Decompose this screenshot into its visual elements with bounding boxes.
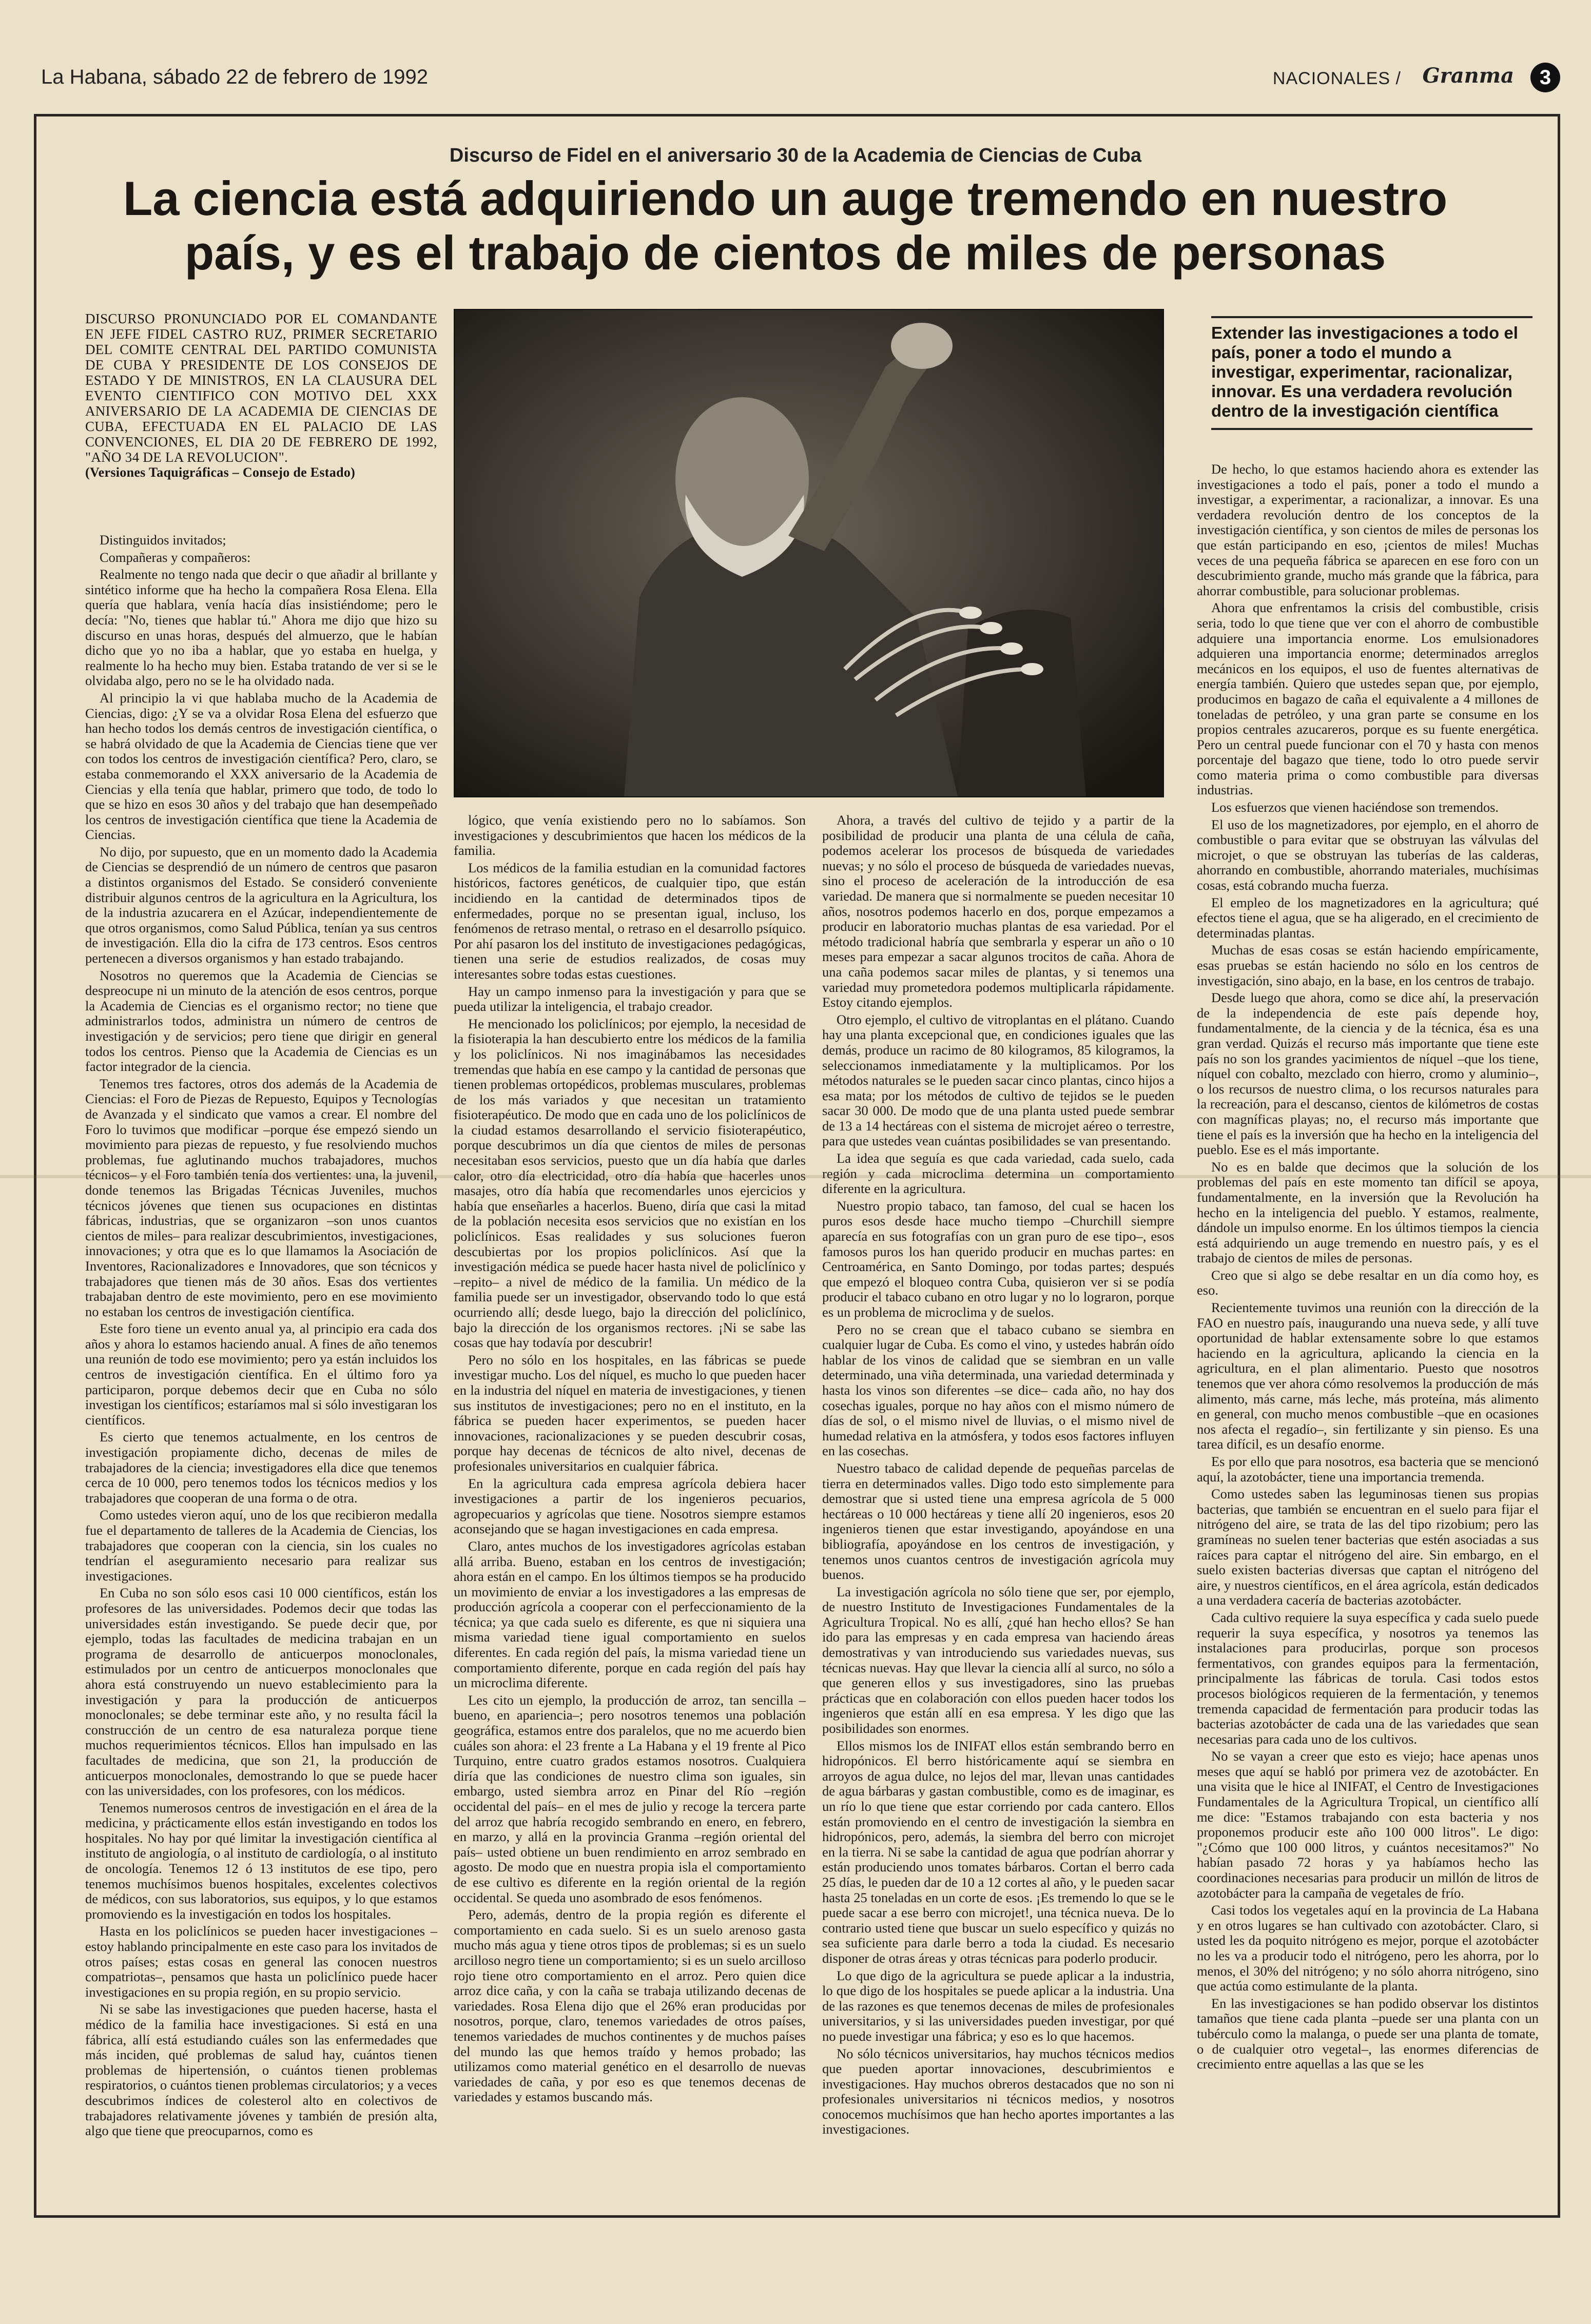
column-2: [454, 813, 806, 2107]
col3-paragraph: Pero no se crean que el tabaco cubano se siembra en cualquier lugar de Cuba. Es como el vino, y ustedes habrán oído hablar de los vinos de calidad que se siembran en un valle determinado, una viña determinada, una variedad determinada y hasta los vinos son diferentes –se dice– cada año, no hay dos cosechas iguales, porque no hay años con el mismo número de días de sol, o el mismo nivel de lluvias, o el mismo nivel de humedad relativa en la atmósfera, y todos esos factores influyen en las cosechas.: [822, 1321, 1174, 1459]
article-kicker: Discurso de Fidel en el aniversario 30 de la Academia de Ciencias de Cuba: [449, 145, 1142, 166]
col4-paragraph: En las investigaciones se han podido observar los distintos tamaños que tiene cada planta –puede ser una planta con un tubérculo como la malanga, o puede ser una planta de tomate, o de cualquier otro vegetal–, las enormes diferencias de crecimiento entre aquellas a las que se les: [1197, 1995, 1539, 2072]
col2-paragraph: Hay un campo inmenso para la investigación y para que se pueda utilizar la inteligencia, el trabajo creador.: [454, 983, 806, 1014]
col4-paragraph: No se vayan a creer que esto es viejo; hace apenas unos meses que aquí se habló por primera vez de azotobácter. En una visita que le hice al INIFAT, el Centro de Investigaciones Fundamentales de la Agricultura Tropical, un científico allí me dice: "Estamos trabajando con esta bacteria y nos proponemos producir este año 100 000 litros". Le digo: "¿Cómo que 100 000 litros, y cuántos necesitamos?" No habían pasado 72 horas y ya habíamos hecho las coordinaciones necesarias para producir un millón de litros de azotobácter para la campaña de vegetales de frío.: [1197, 1748, 1539, 1901]
col1-paragraph: Este foro tiene un evento anual ya, al principio era cada dos años y ahora lo estamos haciendo anual. A fines de año tenemos una reunión de todo ese movimiento; pero ya están incluidos los centros de investigación científica. En el último foro ya participaron, porque debemos decir que en Cuba no sólo investigan los científicos; estaríamos mal si sólo investigaran los científicos.: [85, 1321, 437, 1428]
headline-line-2: país, y es el trabajo de cientos de miles de personas: [184, 226, 1386, 280]
col2-paragraph: Los médicos de la familia estudian en la comunidad factores históricos, factores genéticos, de cualquier tipo, que están incidiendo en la cantidad de determinados tipos de enfermedades, porque no se presentan igual, incluso, los fenómenos de retraso mental, o retraso en el desarrollo psíquico. Por ahí pasaron los del instituto de investigaciones pedagógicas, tienen una serie de estudios realizados, de cosas muy interesantes sobre todas estas cuestiones.: [454, 860, 806, 982]
col3-paragraph: La investigación agrícola no sólo tiene que ser, por ejemplo, de nuestro Instituto de Investigaciones Fundamentales de la Agricultura Tropical. No es allí, ¿qué han hecho ellos? Se han ido para las empresas y en cada empresa van haciendo áreas demostrativas y van introduciendo sus variedades nuevas, sus técnicas nuevas. Hay que llevar la ciencia allí al surco, no sólo a que generen ellos y sus investigadores, sino las pruebas prácticas que en colaboración con ellos pueden hacer todos los ingenieros que están allí en esa empresa. Y les digo que las posibilidades son enormes.: [822, 1584, 1174, 1736]
col4-paragraph: El empleo de los magnetizadores en la agricultura; qué efectos tiene el agua, que se ha aligerado, en el crecimiento de determinadas plantas.: [1197, 894, 1539, 941]
col4-paragraph: De hecho, lo que estamos haciendo ahora es extender las investigaciones a todo el país, poner a todo el mundo a investigar, a experimentar, a racionalizar, a innovar. Es una verdadera revolución dentro de los conceptos de la investigación científica, y son cientos de miles de personas los que están participando en eso, ¡cientos de miles! Muchas veces de una pequeña fábrica se aparecen en ese foro con un descubrimiento grande, mucho más grande que la fábrica, para ahorrar combustible, para solucionar problemas.: [1197, 461, 1539, 598]
col2-paragraph: Claro, antes muchos de los investigadores agrícolas estaban allá arriba. Bueno, estaban en los centros de investigación; ahora están en el campo. En los últimos tiempos se ha producido un movimiento de enviar a los investigadores a las empresas de producción agrícola a cooperar con el perfeccionamiento de la técnica; ya que cada suelo es diferente, es que ni siquiera una misma variedad tiene igual comportamiento en suelos diferentes. En cada región del país, la misma variedad tiene un comportamiento diferente, porque en cada región del país hay un microclima diferente.: [454, 1538, 806, 1691]
col4-paragraph: Casi todos los vegetales aquí en la provincia de La Habana y en otros lugares se han cultivado con azotobácter. Claro, si usted les da poquito nitrógeno es mejor, porque el azotobácter no les va a producir todo el nitrógeno, pero les ahorra, por lo menos, el 30% del nitrógeno; y no sólo ahorra nitrógeno, sino que actúa como estimulante de la planta.: [1197, 1902, 1539, 1994]
col4-paragraph: Muchas de esas cosas se están haciendo empíricamente, esas pruebas se están haciendo no sólo en los centros de investigación, sino abajo, en la base, en los centros de trabajo.: [1197, 942, 1539, 988]
col2-paragraph: Pero, además, dentro de la propia región es diferente el comportamiento en cada suelo. Si es un suelo arenoso gasta mucho más agua y tiene otros tipos de problemas; si es un suelo arcilloso negro tiene un comportamiento; si es un suelo arcilloso rojo tiene otro comportamiento en el arroz. Pero quien dice arroz dice caña, y con la caña se trabaja utilizando decenas de variedades. Rosa Elena dijo que el 26% eran producidas por nosotros, porque, claro, tenemos variedades de otros países, tenemos variedades de muchos continentes y de muchos países del mundo las que hemos traído y hemos probado; las utilizamos como material genético en el desarrollo de nuevas variedades de caña, y por eso es que tenemos decenas de variedades y estamos buscando más.: [454, 1907, 806, 2105]
col3-paragraph: Nuestro propio tabaco, tan famoso, del cual se hacen los puros esos desde hace mucho tiempo –Churchill siempre aparecía en sus fotografías con un gran puro de ese tipo–, esos famosos puros los han querido producir en muchas partes: en Centroamérica, en Santo Domingo, por todas partes; después que empezó el bloqueo contra Cuba, quisieron ver si se podía producir el tabaco cubano en otro lugar y no lo lograron, porque es un problema de microclima y de suelos.: [822, 1198, 1174, 1320]
section-label: NACIONALES /: [1272, 69, 1401, 88]
article-headline: [82, 171, 1488, 280]
photo-illustration: [455, 310, 1163, 796]
col3-paragraph: Nuestro tabaco de calidad depende de pequeñas parcelas de tierra en determinados valles. Digo todo esto simplemente para demostrar que si usted tiene una empresa agrícola de 5 000 hectáreas o 10 000 hectáreas y tiene allí 20 ingenieros, esos 20 ingenieros tienen que estar investigando, apoyándose en una bibliografía, apoyándose en los centros de investigación, y tenemos unos cuantos centros de investigación agrícola muy buenos.: [822, 1460, 1174, 1583]
column-1: [85, 533, 437, 2141]
col2-paragraph: He mencionado los policlínicos; por ejemplo, la necesidad de la fisioterapia la han descubierto entre los médicos de la familia y los policlínicos. Ni nos imaginábamos las necesidades tremendas que había en ese campo y la cantidad de personas que tienen problemas ortopédicos, problemas musculares, problemas de los más variados y que necesitan un tratamiento fisioterapéutico. De modo que en cada uno de los policlínicos de la ciudad estamos desarrollando el servicio fisioterapéutico, porque descubrimos un día que cientos de miles de personas necesitaban esos servicios, puesto que un día había que darles calor, otro día electricidad, otro día había que hacerles unos masajes, otro día había que recomendarles unos ejercicios y había que enseñarles a hacerlos. Bueno, diría que casi la mitad de la población necesita esos servicios que no existían en los policlínicos. Esas realidades y sus soluciones fueron descubiertas por los propios policlínicos. Así que la investigación médica se puede hacer hasta nivel de policlínico y –repito– a nivel de médico de la familia. Un médico de la familia puede ser un investigador, observando todo lo que está ocurriendo allí; desde luego, bajo la dirección del policlínico, bajo la dirección de los organismos rectores. ¡Ni se sabe las cosas que hay todavía por descubrir!: [454, 1015, 806, 1351]
col1-paragraph: Nosotros no queremos que la Academia de Ciencias se despreocupe ni un minuto de la atención de esos centros, porque la Academia de Ciencias es el organismo rector; no tiene que administrarlos todos, administra un número de centros de investigación y de servicios; pero tiene que dirigir en general todos los centros. Pienso que la Academia de Ciencias es un factor integrador de la ciencia.: [85, 967, 437, 1075]
col3-paragraph: La idea que seguía es que cada variedad, cada suelo, cada región y cada microclima determina un comportamiento diferente en la agricultura.: [822, 1150, 1174, 1197]
col1-paragraph: Es cierto que tenemos actualmente, en los centros de investigación propiamente dicho, decenas de miles de trabajadores de la ciencia; investigadores ella dice que tenemos cerca de 10 000, pero tenemos todos los técnicos medios y los trabajadores que cooperan de una forma o de otra.: [85, 1429, 437, 1506]
col1-paragraph: No dijo, por supuesto, que en un momento dado la Academia de Ciencias se desprendió de un número de centros que pasaron a distintos organismos del Estado. Se consideró conveniente distribuir algunos centros de la agricultura en la Agricultura, los de la industria azucarera en el Azúcar, independientemente de que otros organismos, como Salud Pública, tenían ya sus centros de investigación. Ella dio la cifra de 173 centros. Esos centros pertenecen a diversos organismos y han estado trabajando.: [85, 844, 437, 966]
granma-logo: Granma: [1422, 64, 1514, 88]
col3-paragraph: Otro ejemplo, el cultivo de vitroplantas en el plátano. Cuando hay una planta excepcional que, en condiciones iguales que las demás, produce un racimo de 80 kilogramos, 85 kilogramos, la seleccionamos inmediatamente y la multiplicamos. Por los métodos naturales se le pueden sacar cinco plantas, cinco hijos a esa mata; por los métodos de cultivo de tejidos se le pueden sacar 30 000. De modo que de una planta usted puede sembrar de 13 a 14 hectáreas con el sistema de microjet aéreo o terrestre, para que ustedes vean cuántas posibilidades se van presentando.: [822, 1011, 1174, 1149]
col4-paragraph: El uso de los magnetizadores, por ejemplo, en el ahorro de combustible o para evitar que se obstruyan las válvulas del microjet, o que se obstruyan las tuberías de las calderas, ahorrando en combustible, ahorrando materiales, muchísimas cosas, está cobrando mucha fuerza.: [1197, 816, 1539, 893]
col4-paragraph: Cada cultivo requiere la suya específica y cada suelo puede requerir la suya específica, y nosotros ya tenemos las instalaciones para producirlas, porque son procesos fermentativos, con grandes equipos para la fermentación, principalmente las fábricas de torula. Casi todos estos procesos biológicos requieren de la fermentación, y tenemos tremenda capacidad de fermentación para producir todas las bacterias azotobácter de cada una de las variedades que sean necesarias para cada uno de los cultivos.: [1197, 1609, 1539, 1747]
col1-paragraph: Como ustedes vieron aquí, uno de los que recibieron medalla fue el departamento de talleres de la Academia de Ciencias, los trabajadores que cooperan con la ciencia, sin los cuales no tendrían el aseguramiento necesario para realizar sus investigaciones.: [85, 1507, 437, 1584]
dateline: La Habana, sábado 22 de febrero de 1992: [41, 66, 428, 88]
col3-paragraph: Lo que digo de la agricultura se puede aplicar a la industria, lo que digo de los hospitales se puede aplicar a la industria. Una de las razones es que tenemos decenas de miles de profesionales universitarios, y si las universidades pueden investigar, por qué no puede investigar una fábrica; y eso es lo que hacemos.: [822, 1967, 1174, 2044]
col1-paragraph: Realmente no tengo nada que decir o que añadir al brillante y sintético informe que ha hecho la compañera Rosa Elena. Ella quería que hablara, venía hacía días insistiéndome; pero le decía: "No, tienes que hablar tú." Ahora me dijo que hizo su discurso en unas horas, después del almuerzo, que le habían dicho que yo no iba a hablar, que yo estaba en huelga, y realmente lo ha hecho muy bien. Estaba tratando de ver si se le olvidaba algo, pero no se le ha olvidado nada.: [85, 567, 437, 689]
page-header: [31, 61, 1560, 91]
col2-paragraph: Les cito un ejemplo, la producción de arroz, tan sencilla –bueno, en apariencia–; pero nosotros tenemos una población geográfica, estamos entre dos paralelos, que no me acuerdo bien cuáles son ahora: el 23 frente a La Habana y el 19 frente al Pico Turquino, entre cuatro grados estamos nosotros. Cualquiera diría que las condiciones de nuestro clima son iguales, sin embargo, usted siembra arroz en Pinar del Río –región occidental del país– en el mes de julio y recoge la tercera parte del arroz que habría recogido sembrando en enero, en febrero, en marzo, y allá en la provincia Granma –región oriental del país– usted obtiene un buen rendimiento en arroz sembrado en agosto. De modo que en nuestra propia isla el comportamiento de ese cultivo es diferente en la región oriental de la región occidental. Se queda uno asombrado de esos fenómenos.: [454, 1692, 806, 1905]
col4-paragraph: No es en balde que decimos que la solución de los problemas del país en este momento tan difícil se apoya, fundamentalmente, en la inversión que la Revolución ha hecho en la inteligencia del pueblo. Y estamos, realmente, dándole un impulso enorme. En los últimos tiempos la ciencia está adquiriendo un auge tremendo en nuestro país, y es el trabajo de cientos de miles de personas.: [1197, 1159, 1539, 1266]
headline-line-1: La ciencia está adquiriendo un auge tremendo en nuestro: [123, 171, 1448, 225]
col2-paragraph: Pero no sólo en los hospitales, en las fábricas se puede investigar mucho. Los del níquel, es mucho lo que pueden hacer en la industria del níquel en materia de investigaciones, y tienen sus institutos de investigaciones; pero no en el instituto, en la fábrica se pueden hacer experimentos, se pueden hacer innovaciones, racionalizaciones y se pueden descubrir cosas, porque hay decenas de técnicos de alto nivel, decenas de profesionales universitarios en cualquier fábrica.: [454, 1352, 806, 1474]
page-number: 3: [1530, 63, 1560, 92]
speaker-photo: [454, 309, 1164, 797]
col4-paragraph: Es por ello que para nosotros, esa bacteria que se mencionó aquí, la azotobácter, tiene una importancia tremenda.: [1197, 1454, 1539, 1485]
col1-paragraph: Ni se sabe las investigaciones que pueden hacerse, hasta el médico de la familia hace investigaciones. Si está en una fábrica, allí está estudiando cuáles son las enfermedades que más inciden, qué problemas de salud hay, cuántos tienen problemas de hipertensión, o cuántos tienen problemas respiratorios, o cuántos tienen problemas circulatorios; y a veces descubrimos índices de colesterol alto en colectivos de trabajadores relativamente jóvenes y también de presión alta, algo que tiene que preocuparnos, como es: [85, 2001, 437, 2139]
col1-paragraph: En Cuba no son sólo esos casi 10 000 científicos, están los profesores de las universidades. Podemos decir que todas las universidades están investigando. Se puede decir que, por ejemplo, todas las facultades de medicina trabajan en un programa de desarrollo de anticuerpos monoclonales, estimulados por un centro de anticuerpos monoclonales que ahora está construyendo un nuevo establecimiento para la investigación y para la producción de anticuerpos monoclonales; se debe terminar este año, y no resulta fácil la construcción de un centro de esa naturaleza porque tiene muchos requerimientos técnicos. Ellos han impulsado en las facultades de medicina, que son 21, la producción de anticuerpos monoclonales, demostrando lo que se puede hacer con las universidades, con los profesores, con los médicos.: [85, 1585, 437, 1799]
col3-paragraph: No sólo técnicos universitarios, hay muchos técnicos medios que pueden aportar innovaciones, descubrimientos e investigaciones. Hay muchos obreros destacados que no son ni profesionales universitarios ni técnicos medios, y nosotros conocemos muchísimos que han hecho aportes importantes a las investigaciones.: [822, 2045, 1174, 2137]
col4-paragraph: Como ustedes saben las leguminosas tienen sus propias bacterias, que también se encuentran en el suelo para fijar el nitrógeno del aire, se trata de las del tipo rizobium; pero las gramíneas no suelen tener bacterias que estén asociadas a sus raíces para captar el nitrógeno del aire. Sin embargo, en el suelo existen bacterias diversas que captan el nitrógeno del aire, y nuestros científicos, en el área agrícola, están dedicados a una verdadera cacería de bacterias azotobácter.: [1197, 1486, 1539, 1608]
column-4: [1197, 462, 1539, 2074]
col4-paragraph: Ahora que enfrentamos la crisis del combustible, crisis seria, todo lo que tiene que ver con el ahorro de combustible adquiere una importancia enorme. Los emulsionadores adquieren una importancia enorme; determinados arreglos mecánicos en los equipos, el uso de fuentes alternativas de energía también. Quiero que ustedes sepan que, por ejemplo, producimos en bagazo de caña el equivalente a 4 millones de toneladas de petróleo, y una gran parte se consume en los propios centrales azucareros, porque es su fuente energética. Pero un central puede funcionar con el 70 y hasta con menos porcentaje del bagazo que tiene, todo lo otro puede servir como materia prima o como combustible para diversas industrias.: [1197, 600, 1539, 798]
col3-paragraph: Ahora, a través del cultivo de tejido y a partir de la posibilidad de producir una planta de una célula de caña, podemos acelerar los procesos de búsqueda de variedades nuevas; y no sólo el proceso de búsqueda de variedades nuevas, sino el proceso de aceleración de la introducción de esa variedad. De manera que si normalmente se pueden necesitar 10 años, nosotros podemos hacerlo en dos, porque empezamos a producir en laboratorio muchas plantas de esa variedad. Por el método tradicional habría que sembrarla y esperar un año o 10 meses para empezar a sacar algunos trocitos de caña. Ahora de una caña podemos sacar miles de plantas, y si tenemos una variedad muy prometedora podemos multiplicarla rápidamente. Estoy citando ejemplos.: [822, 812, 1174, 1010]
col1-paragraph: Tenemos numerosos centros de investigación en el área de la medicina, y prácticamente ellos están investigando en todos los hospitales. No hay por qué limitar la investigación científica al instituto de angiología, o al instituto de cardiología, o al instituto de oncología. Tenemos 12 ó 13 institutos de ese tipo, pero tenemos muchísimos buenos hospitales, excelentes colectivos de médicos, con sus laboratorios, sus equipos, y lo que estamos promoviendo es la investigación en todos los hospitales.: [85, 1800, 437, 1922]
col4-paragraph: Creo que si algo se debe resaltar en un día como hoy, es eso.: [1197, 1267, 1539, 1298]
col2-paragraph: lógico, que venía existiendo pero no lo sabíamos. Son investigaciones y descubrimientos que hacen los médicos de la familia.: [454, 812, 806, 858]
col4-paragraph: Los esfuerzos que vienen haciéndose son tremendos.: [1211, 799, 1499, 815]
col4-paragraph: Recientemente tuvimos una reunión con la dirección de la FAO en nuestro país, inaugurando una nueva sede, y allí tuve oportunidad de hablar extensamente sobre lo que estamos haciendo en la agricultura, aplicando la ciencia en la agricultura, en el plan alimentario. Puesto que nosotros tenemos que ver ahora cómo resolvemos la producción de más alimento, más carne, más leche, más proteína, más alimento en general, con mucho menos combustible –que en ocasiones nos afecta el regadío–, sin fertilizante y sin pienso. Es una tarea difícil, es un desafío enorme.: [1197, 1300, 1539, 1452]
col3-paragraph: Ellos mismos los de INIFAT ellos están sembrando berro en hidropónicos. El berro históricamente aquí se siembra en arroyos de agua dulce, no lejos del mar, llevan unas cantidades de agua bárbaras y gastan combustible, como es de imaginar, es un río lo que tiene que estar corriendo por cada cantero. Ellos están promoviendo en el centro de investigación la siembra en hidropónicos, pero, además, la siembra del berro con microjet en la tierra. Ni se sabe la cantidad de agua que podrían ahorrar y están produciendo unos tomates bárbaros. Cortan el berro cada 25 días, le pueden dar de 10 a 12 cortes al año, y le pueden sacar hasta 25 toneladas en un corte de esos. ¡Es tremendo lo que se le puede sacar a ese berro con microjet!, una técnica nueva. De lo contrario usted tiene que buscar un suelo específico y quizás no sea suficiente para darle berro a toda la ciudad. Es necesario disponer de otras áreas y otras técnicas para poderlo producir.: [822, 1737, 1174, 1966]
paper-fold: [0, 1175, 1591, 1178]
col1-paragraph: Tenemos tres factores, otros dos además de la Academia de Ciencias: el Foro de Piezas de Repuesto, Equipos y Tecnologías de Avanzada y el sindicato que vamos a crear. El nombre del Foro lo tuvimos que modificar –porque ése empezó siendo un movimiento para piezas de repuesto, y fue resolviendo muchos problemas, fue aglutinando muchos trabajadores, muchos técnicos– y el Foro también tenía dos vertientes: una, la juvenil, donde tenemos las Brigadas Técnicas Juveniles, muchos técnicos jóvenes que tienen sus ocupaciones en distintas fábricas, industrias, que se organizaron –son unos cuantos cientos de miles– para realizar descubrimientos, investigaciones, innovaciones; y otra que es lo que llamamos la Asociación de Inventores, Racionalizadores e Innovadores, que son técnicos y trabajadores que tienen más de 30 años. Esas dos vertientes trabajaban dentro de este movimiento, pero en ese movimiento no estaban los centros de investigación científica.: [85, 1076, 437, 1319]
col1-paragraph: Compañeras y compañeros:: [100, 549, 251, 565]
col2-paragraph: En la agricultura cada empresa agrícola debiera hacer investigaciones a partir de los ingenieros pecuarios, agropecuarios y agrícolas que tiene. Nosotros siempre estamos aconsejando que se hagan investigaciones en cada empresa.: [454, 1475, 806, 1537]
speech-intro: [85, 311, 437, 480]
col4-paragraph: Desde luego que ahora, como se dice ahí, la preservación de la independencia de este país depende hoy, fundamentalmente, de la ciencia y de la técnica, ésa es una gran verdad. Quizás el recurso más importante que tiene este país no son los grandes yacimientos de níquel –que los tiene, níquel con cobalto, mezclado con hierro, cromo y aluminio–, o los recursos de nuestro clima, o los recursos naturales para la recreación, para el descanso, cientos de kilómetros de costas con magníficas playas; no, el recurso más importante que tiene el país es la inversión que ha hecho en la inteligencia del pueblo. Ese es el más importante.: [1197, 990, 1539, 1158]
column-3: [822, 813, 1174, 2139]
intro-text: DISCURSO PRONUNCIADO POR EL COMANDANTE EN JEFE FIDEL CASTRO RUZ, PRIMER SECRETARIO DEL COMITE CENTRAL DEL PARTIDO COMUNISTA DE CUBA Y PRESIDENTE DE LOS CONSEJOS DE ESTADO Y DE MINISTROS, EN LA CLAUSURA DEL EVENTO CIENTIFICO CON MOTIVO DEL XXX ANIVERSARIO DE LA ACADEMIA DE CIENCIAS DE CUBA, EFECTUADA EN EL PALACIO DE LAS CONVENCIONES, EL DIA 20 DE FEBRERO DE 1992, "AÑO 34 DE LA REVOLUCION".: [85, 311, 437, 465]
col1-paragraph: Distinguidos invitados;: [100, 532, 226, 548]
col1-paragraph: Hasta en los policlínicos se pueden hacer investigaciones –estoy hablando principalmente en este caso para los invitados de otros países; estas cosas en general las conocen nuestros compatriotas–, pensamos que hasta un policlínico puede hacer investigaciones en su propia región, en su propio servicio.: [85, 1923, 437, 2000]
pull-quote: Extender las investigaciones a todo el país, poner a todo el mundo a investigar, experimentar, racionalizar, innovar. Es una verdadera revolución dentro de la investigación científica: [1211, 316, 1532, 430]
transcript-credit: (Versiones Taquigráficas – Consejo de Estado): [85, 465, 356, 480]
col1-paragraph: Al principio la vi que hablaba mucho de la Academia de Ciencias, digo: ¿Y se va a olvidar Rosa Elena del esfuerzo que han hecho todos los demás centros de investigación científica, o se habrá olvidado de que la Academia de Ciencias tiene que ver con todos los centros de investigación científica? Pero, claro, se estaba conmemorando el XXX aniversario de la Academia de Ciencias y ella tenía que hablar, primero que todo, de todo lo que se hizo en esos 30 años y del trabajo que han desempeñado los centros de investigación científica que tiene la Academia de Ciencias.: [85, 690, 437, 843]
